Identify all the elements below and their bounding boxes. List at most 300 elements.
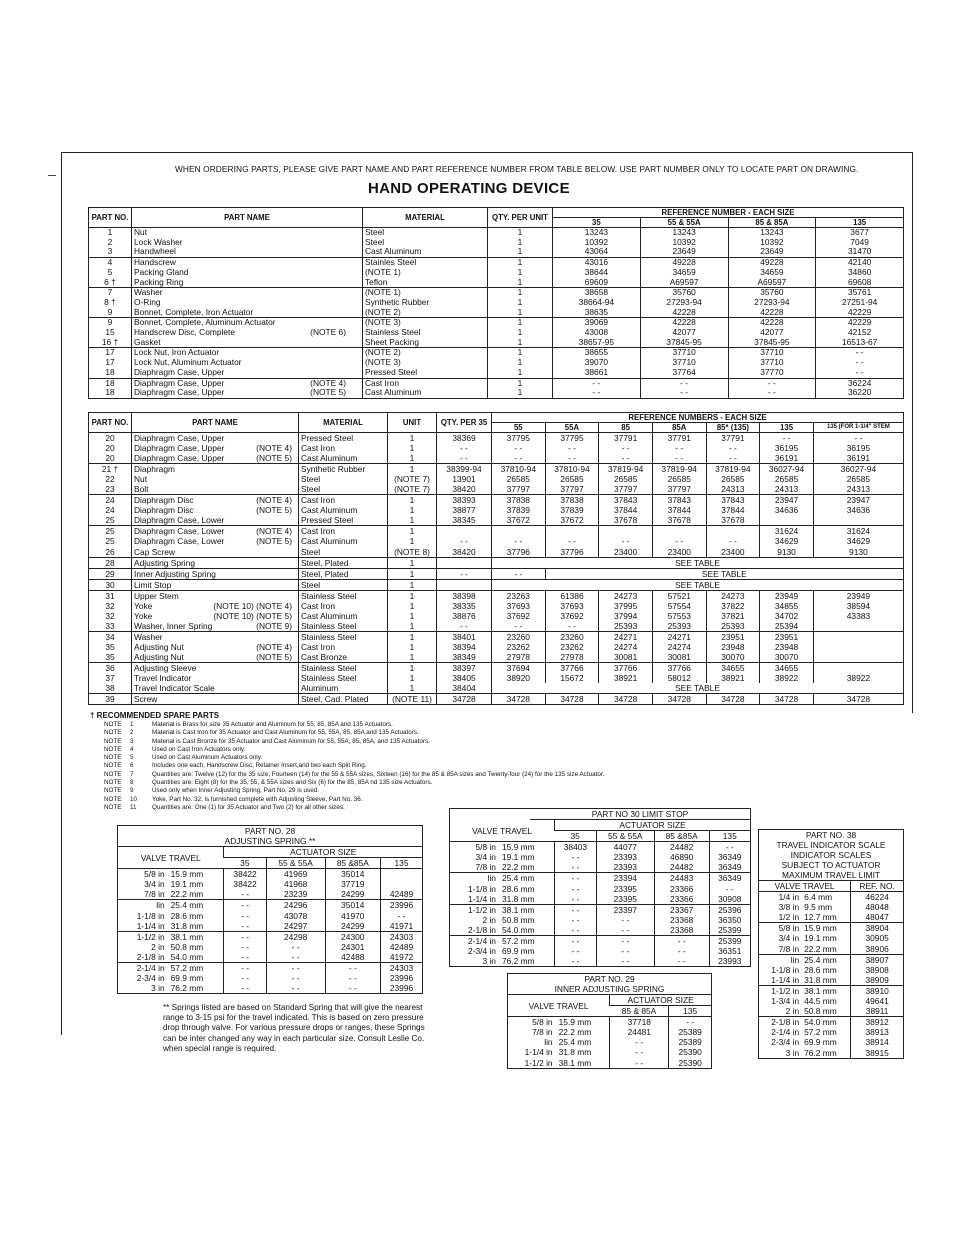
ref-number: 34728 — [437, 694, 492, 705]
unit: 1 — [388, 663, 437, 674]
ref-number: - - — [640, 378, 728, 388]
qty: 1 — [488, 358, 553, 368]
table-row — [89, 663, 904, 674]
part-name-cell — [132, 308, 363, 318]
part-no: 21 † — [101, 464, 119, 475]
part29-table — [507, 973, 712, 1069]
ref-number: 69609 — [553, 278, 641, 288]
ref-number: 9130 — [760, 547, 814, 558]
ref-number: 38369 — [437, 433, 492, 444]
qty: 1 — [488, 388, 553, 398]
ref-number: - - — [437, 443, 492, 453]
qty: 1 — [488, 298, 553, 308]
ref-number: 37770 — [728, 368, 816, 378]
ref-number: 23368 — [654, 915, 709, 925]
ref-number: 43016 — [553, 258, 641, 268]
unit: 1 — [388, 464, 437, 475]
ref-number: 23393 — [596, 862, 654, 873]
part-no: 9 — [107, 317, 113, 328]
part-name: Adjusting Sleeve — [134, 663, 197, 674]
ref-number: 37797 — [599, 484, 653, 495]
ref-number: 35760 — [728, 288, 816, 298]
part-name-cell — [132, 484, 299, 495]
part29-grid — [508, 995, 711, 1068]
parts-table-upper — [88, 207, 904, 399]
ref-number: 23649 — [640, 247, 728, 257]
ref-number: 42229 — [816, 308, 904, 318]
ref-number: 36195 — [813, 443, 903, 453]
part-name: Bonnet, Complete, Aluminum Actuator — [134, 317, 276, 328]
note-label: NOTE — [104, 754, 122, 762]
part-name: Travel Indicator Scale — [134, 683, 215, 694]
ref-number: 42228 — [728, 318, 816, 328]
ref-number: 34629 — [813, 536, 903, 546]
ref-number: - - — [555, 925, 597, 936]
ref-number: 23951 — [706, 631, 760, 642]
material: Stainless Steel — [299, 663, 388, 674]
col-size-55: 55 & 55A — [640, 218, 728, 228]
material: Cast Aluminum — [299, 453, 388, 464]
ref-number: 30081 — [599, 652, 653, 663]
note-number: 6 — [130, 762, 134, 770]
table-row — [450, 894, 750, 905]
part-name: Diaphragm Case, Upper — [134, 366, 225, 377]
ref-number: 37821 — [706, 611, 760, 621]
part-name-cell — [132, 515, 299, 526]
ref-number: 34702 — [760, 611, 814, 621]
travel-in: lin — [156, 900, 165, 911]
col2-qty: QTY. PER 35 — [437, 413, 492, 433]
table-row — [759, 1037, 903, 1047]
note-number: 5 — [130, 754, 134, 762]
part-name-cell — [132, 673, 299, 683]
col-reference: REFERENCE NUMBER - EACH SIZE — [553, 208, 904, 218]
ref-number: 23260 — [492, 631, 546, 642]
page-title: HAND OPERATING DEVICE — [368, 180, 570, 197]
table-row — [89, 453, 904, 464]
note-label: NOTE — [104, 787, 122, 795]
part-name: Washer — [134, 631, 163, 642]
ref-number: 36351 — [709, 946, 750, 956]
travel-in: 2-1/4 in — [771, 1027, 800, 1038]
table-row — [118, 911, 422, 921]
part-name: Handwheel — [134, 246, 176, 257]
material: Steel — [363, 228, 488, 238]
travel-mm: 25.4 mm — [170, 900, 204, 911]
part-no: 18 — [89, 368, 132, 378]
ref-number: 23400 — [706, 547, 760, 558]
table-row — [89, 247, 904, 257]
ref-number: - - — [599, 536, 653, 546]
part28-title: PART NO. 28 — [244, 826, 296, 836]
ref-number: 42229 — [816, 318, 904, 328]
ref-number: - - — [652, 443, 706, 453]
ref-number: 38422 — [224, 869, 266, 880]
table-row — [89, 694, 904, 705]
ref-number — [813, 663, 903, 674]
ref-number: 37678 — [652, 515, 706, 526]
part-no: 29 — [89, 568, 132, 579]
see-table: SEE TABLE — [492, 557, 904, 568]
part38-line2: TRAVEL INDICATOR SCALE — [776, 840, 886, 850]
ref-number: 42140 — [816, 258, 904, 268]
unit: (NOTE 11) — [388, 694, 437, 705]
travel-mm: 22.2 mm — [802, 944, 851, 955]
ref-number: 27251-94 — [816, 298, 904, 308]
ref-number: 38915 — [851, 1048, 903, 1058]
travel-in: 2-3/4 in — [771, 1037, 800, 1048]
unit: 1 — [388, 579, 437, 590]
material: Pressed Steel — [363, 368, 488, 378]
ref-number: 24298 — [266, 931, 325, 942]
travel-mm: 15.9 mm — [804, 923, 837, 934]
travel-in: 3/4 in — [475, 852, 496, 863]
ref-number: 13243 — [553, 228, 641, 238]
ref-number: 24481 — [610, 1027, 669, 1037]
ref-number: 37791 — [706, 433, 760, 444]
part30-table — [449, 808, 751, 967]
table-row — [89, 505, 904, 515]
unit: 1 — [388, 433, 437, 444]
part-name-cell — [132, 601, 299, 611]
material: Cast Iron — [363, 378, 488, 388]
col-material: MATERIAL — [363, 208, 488, 228]
part-name-cell — [132, 474, 299, 484]
table-row — [450, 956, 750, 966]
ref-number: 41968 — [266, 879, 325, 889]
qty-35: - - — [437, 568, 492, 579]
ref-number: 36349 — [709, 873, 750, 884]
ref-number: - - — [652, 536, 706, 546]
ref-number: 37795 — [545, 433, 599, 444]
material: Stainles Steel — [363, 258, 488, 268]
ref-number: 10392 — [553, 238, 641, 248]
ref-number: 24296 — [266, 900, 325, 911]
travel-in: 1-1/8 in — [771, 964, 800, 975]
col2-part-no: PART NO. — [89, 413, 132, 433]
travel-in: 2-1/8 in — [450, 925, 500, 936]
ref-number — [545, 526, 599, 537]
ref-number: 36220 — [816, 388, 904, 398]
unit: 1 — [388, 631, 437, 642]
travel-mm: 54.0 mm — [804, 1017, 837, 1028]
ref-number: 44077 — [596, 842, 654, 853]
table-row — [508, 1017, 711, 1028]
ref-number: - - — [266, 942, 325, 952]
table-row — [89, 474, 904, 484]
ref-number: 15672 — [545, 673, 599, 683]
part-name: Nut — [134, 474, 148, 485]
ref-number — [492, 526, 546, 537]
ref-number: - - — [654, 946, 709, 956]
material: (NOTE 2) — [363, 308, 488, 318]
ref-number: 30081 — [652, 652, 706, 663]
part-no: 6 † — [89, 278, 132, 288]
table-row — [759, 1017, 903, 1028]
ref-number: 37839 — [492, 505, 546, 515]
material: Pressed Steel — [299, 515, 388, 526]
travel-in: 3 in — [482, 956, 496, 967]
ref-number: 43008 — [553, 328, 641, 338]
ref-number: 38397 — [437, 663, 492, 674]
ref-number: 36350 — [709, 915, 750, 925]
col2-55a: 55A — [545, 423, 599, 433]
ref-number: 23948 — [706, 642, 760, 652]
travel-in: 1-3/4 in — [771, 996, 800, 1007]
part-name: Inner Adjusting Spring — [134, 568, 216, 579]
col-part-no: PART NO. — [89, 208, 132, 228]
ref-number: - - — [545, 443, 599, 453]
ref-number: 38908 — [851, 965, 903, 975]
qty: 1 — [488, 368, 553, 378]
ref-number — [437, 526, 492, 537]
part-note: (NOTE 5) — [256, 453, 292, 464]
ref-number: 27978 — [545, 652, 599, 663]
part-name-cell — [132, 536, 299, 546]
travel-mm: 28.6 mm — [170, 910, 204, 921]
ref-number — [813, 515, 903, 526]
part-name: O-Ring — [134, 296, 161, 307]
ref-number: 25394 — [760, 621, 814, 632]
ref-number: 37797 — [492, 484, 546, 495]
material: Cast Aluminum — [363, 388, 488, 398]
part-name: Packing Ring — [134, 276, 184, 287]
ref-number: 35014 — [325, 900, 380, 911]
part-no: 30 — [89, 579, 132, 590]
ref-number: 25390 — [669, 1047, 711, 1057]
table-row — [759, 902, 903, 912]
unit: 1 — [388, 526, 437, 537]
material: Steel, Cad. Plated — [299, 694, 388, 705]
part-no: 34 — [105, 631, 115, 642]
table-row — [508, 1047, 711, 1057]
material: Cast Aluminum — [299, 611, 388, 621]
part-name-cell — [132, 328, 363, 338]
travel-mm: 19.1 mm — [804, 933, 837, 944]
ref-number: 34655 — [760, 663, 814, 674]
ref-number: 38422 — [224, 879, 266, 889]
table-row — [759, 912, 903, 923]
travel-mm: 19.1 mm — [501, 852, 535, 863]
part-name: Diaphragm Case, Lower — [134, 515, 225, 526]
travel-mm: 54.0 mm — [169, 952, 224, 963]
unit: (NOTE 7) — [388, 474, 437, 484]
ref-number: 35761 — [816, 288, 904, 298]
travel-in: 1-1/2 in — [468, 904, 496, 915]
ref-number: - - — [266, 963, 325, 974]
part-name-cell — [132, 621, 299, 632]
size-col: 85 &85A — [325, 858, 380, 869]
note-number: 2 — [130, 729, 134, 737]
ref-number: 36191 — [760, 453, 814, 464]
part-name: Upper Stem — [134, 590, 179, 601]
part28-subtitle: ADJUSTING SPRING ** — [224, 836, 316, 846]
part-no: 24 — [105, 505, 115, 516]
qty: 1 — [488, 338, 553, 348]
ref-number: 34860 — [816, 268, 904, 278]
part-name-cell — [132, 247, 363, 257]
ref-number: 24273 — [706, 590, 760, 601]
ref-number: - - — [596, 915, 654, 925]
note-item — [104, 721, 604, 729]
table-row — [118, 952, 422, 963]
travel-mm: 31.8 mm — [558, 1047, 592, 1058]
part28-table — [117, 825, 423, 994]
col2-85a: 85A — [652, 423, 706, 433]
note-number: 7 — [130, 770, 134, 778]
ref-number: 36027-94 — [760, 464, 814, 475]
table-row — [759, 996, 903, 1006]
travel-in: 2-1/4 in — [468, 936, 496, 947]
travel-in: 1-1/4 in — [759, 975, 802, 986]
ref-number: 38911 — [851, 1006, 903, 1017]
ref-number: 25399 — [709, 925, 750, 936]
col2-reference: REFERENCE NUMBERS - EACH SIZE — [492, 413, 904, 423]
travel-mm: 15.9 mm — [558, 1017, 592, 1028]
ref-number: 23649 — [728, 247, 816, 257]
part-name: Bolt — [134, 484, 149, 495]
part38-grid — [759, 880, 903, 1058]
part38-line5: MAXIMUM TRAVEL LIMIT — [781, 870, 881, 880]
note-label: NOTE — [104, 729, 122, 737]
part-no: 20 — [105, 433, 115, 443]
note-item — [104, 762, 604, 770]
ref-number: - - — [266, 973, 325, 983]
table-row — [89, 557, 904, 568]
ref-number: 34728 — [706, 694, 760, 705]
valve-travel-header: VALVE TRAVEL — [759, 881, 851, 892]
ref-number: 23366 — [654, 884, 709, 894]
frame-left-rule — [61, 152, 62, 1035]
part-note: (NOTE 4) — [256, 526, 292, 537]
part-no: 15 — [105, 327, 115, 338]
ref-number: 37672 — [492, 515, 546, 526]
material: Stainless Steel — [299, 590, 388, 601]
part-no: 5 — [107, 266, 113, 277]
part-name-cell — [132, 683, 299, 694]
ref-number: 24301 — [325, 942, 380, 952]
note-label: NOTE — [104, 745, 122, 753]
col2-85-135: 85* (135) — [706, 423, 760, 433]
travel-mm: 76.2 mm — [501, 956, 535, 967]
travel-mm: 25.4 mm — [558, 1037, 592, 1048]
header-row — [450, 820, 750, 831]
qty: 1 — [488, 328, 553, 338]
ref-number: - - — [555, 873, 597, 884]
part-name-cell — [132, 368, 363, 378]
table-row — [118, 963, 422, 974]
col-size-35: 35 — [553, 218, 641, 228]
part-note: (NOTE 4) — [256, 443, 292, 454]
note-number: 10 — [130, 795, 138, 803]
travel-in: 1-1/4 in — [450, 894, 500, 905]
table-row — [759, 944, 903, 955]
unit: 1 — [388, 601, 437, 611]
travel-in: 1/4 in — [778, 892, 800, 903]
part-no: 2 — [107, 236, 113, 247]
travel-mm: 38.1 mm — [558, 1057, 592, 1068]
ref-number: 38909 — [851, 975, 903, 986]
part-no: 25 — [105, 526, 115, 537]
material: Stainless Steel — [299, 631, 388, 642]
part-name: Travel Indicator — [134, 673, 192, 684]
travel-mm: 76.2 mm — [170, 983, 204, 994]
part-note: (NOTE 5) — [310, 387, 346, 398]
material: (NOTE 3) — [363, 318, 488, 328]
ref-number: 34728 — [599, 694, 653, 705]
note-item — [104, 738, 604, 746]
part-note: (NOTE 4) — [256, 641, 292, 652]
ref-number: 38393 — [437, 495, 492, 506]
ref-number: 48048 — [851, 902, 903, 912]
ref-number: 37819-94 — [706, 464, 760, 475]
part-name-cell — [132, 547, 299, 558]
ref-number: 36191 — [813, 453, 903, 464]
ref-number: 27293-94 — [640, 298, 728, 308]
table-row — [759, 923, 903, 934]
table-row — [759, 892, 903, 903]
ref-number: - - — [224, 921, 266, 932]
size-col: 85 & 85A — [610, 1006, 669, 1017]
ref-number: 43383 — [813, 611, 903, 621]
ref-number: 46224 — [851, 892, 903, 903]
part-name-cell — [132, 568, 299, 579]
ref-number: 69608 — [816, 278, 904, 288]
part-no: 32 — [105, 610, 115, 621]
ref-number: 37795 — [492, 433, 546, 444]
material: Steel — [363, 238, 488, 248]
ref-number: - - — [224, 889, 266, 900]
table-row — [89, 338, 904, 348]
qty: 1 — [488, 268, 553, 278]
travel-in: 7/8 in — [118, 889, 169, 900]
part-name-cell — [132, 557, 299, 568]
ref-number: 24299 — [325, 889, 380, 900]
ref-number: 42489 — [380, 889, 422, 900]
ref-number: 42228 — [640, 318, 728, 328]
ref-number: - - — [640, 388, 728, 398]
material: Steel — [299, 579, 388, 590]
header-row — [759, 881, 903, 892]
ref-number — [760, 515, 814, 526]
table-row — [118, 942, 422, 952]
size-col: 85 &85A — [654, 831, 709, 842]
ref-number: 46890 — [654, 852, 709, 862]
part38-title: PART NO. 38 — [805, 830, 857, 840]
ref-number: 23368 — [654, 925, 709, 936]
ref-number: 37819-94 — [652, 464, 706, 475]
part-no: 1 — [107, 227, 113, 237]
table-row — [118, 900, 422, 911]
table-row — [89, 601, 904, 611]
part-no: 35 — [89, 652, 132, 663]
ref-number: 37810-94 — [492, 464, 546, 475]
see-table: SEE TABLE — [492, 579, 904, 590]
unit: 1 — [388, 652, 437, 663]
qty: 1 — [488, 238, 553, 248]
part-name: Nut — [134, 227, 148, 237]
travel-mm: 50.8 mm — [802, 1006, 851, 1017]
ref-number: - - — [224, 973, 266, 983]
material: Steel — [299, 474, 388, 484]
part-name-cell — [132, 663, 299, 674]
ref-number: 58012 — [652, 673, 706, 683]
ref-number: 38922 — [813, 673, 903, 683]
ref-number: - - — [553, 378, 641, 388]
ref-number: 37796 — [492, 547, 546, 558]
part-no: 32 — [105, 600, 115, 611]
notes-list — [104, 721, 604, 812]
